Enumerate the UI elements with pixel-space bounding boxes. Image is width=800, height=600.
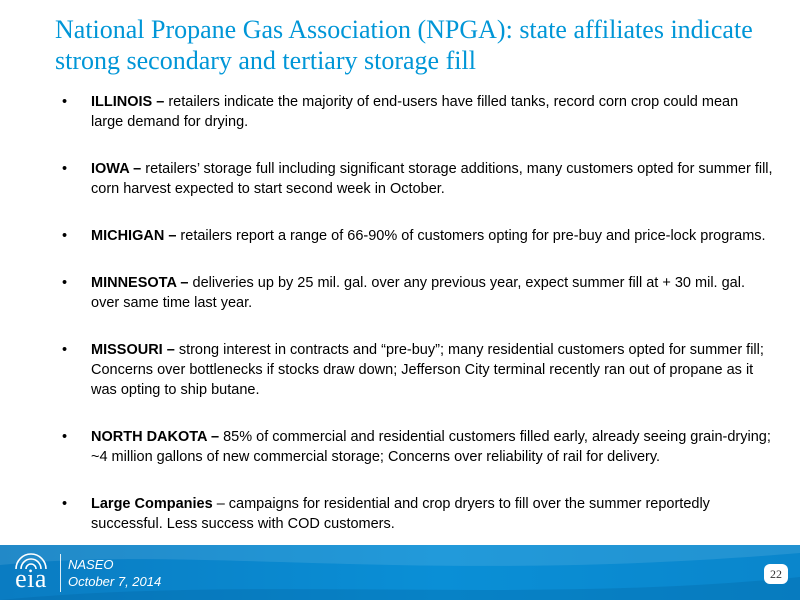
bullet-missouri bbox=[62, 340, 774, 400]
bullet-heading: IOWA – bbox=[91, 161, 142, 177]
bullet-dot: • bbox=[62, 429, 68, 445]
slide-title: National Propane Gas Association (NPGA): state affiliates indicate strong secondary and tertiary storage fill bbox=[55, 15, 753, 75]
bullet-michigan bbox=[62, 226, 774, 246]
bullet-heading: MINNESOTA – bbox=[91, 275, 189, 291]
footer-bar bbox=[0, 545, 800, 600]
footer-event-name: NASEO bbox=[68, 557, 114, 572]
page-number-badge: 22 bbox=[764, 564, 788, 584]
bullet-heading: NORTH DAKOTA – bbox=[91, 429, 220, 445]
bullet-heading: MISSOURI – bbox=[91, 342, 175, 358]
bullet-heading: MICHIGAN – bbox=[91, 228, 177, 244]
footer-wave-decoration bbox=[0, 545, 800, 600]
bullet-dot: • bbox=[62, 342, 68, 358]
bullet-heading: Large Companies bbox=[91, 496, 213, 512]
bullet-minnesota bbox=[62, 273, 774, 313]
eia-logo-text: eia bbox=[15, 564, 47, 593]
bullet-north-dakota bbox=[62, 427, 774, 467]
footer-date: October 7, 2014 bbox=[68, 574, 162, 589]
bullet-dot: • bbox=[62, 161, 68, 177]
bullet-dot: • bbox=[62, 275, 68, 291]
bullet-text: retailers indicate the majority of end-users have filled tanks, record corn crop could mean large demand for drying. bbox=[91, 94, 739, 130]
bullet-text: retailers report a range of 66-90% of customers opting for pre-buy and price-lock programs. bbox=[176, 228, 766, 244]
bullet-iowa bbox=[62, 159, 774, 199]
bullet-dot: • bbox=[62, 94, 68, 110]
bullet-illinois bbox=[62, 92, 774, 132]
bullet-dot: • bbox=[62, 496, 68, 512]
eia-logo bbox=[6, 551, 56, 595]
bullet-text: deliveries up by 25 mil. gal. over any previous year, expect summer fill at + 30 mil. gal. over same time last year. bbox=[91, 275, 745, 311]
bullet-text: 85% of commercial and residential customers filled early, already seeing grain-drying; ~4 million gallons of new commercial storage; Concerns over reliability of rail for delivery. bbox=[91, 429, 771, 465]
bullet-text: strong interest in contracts and “pre-buy”; many residential customers opted for summer fill; Concerns over bottlenecks if stocks draw down; Jefferson City terminal recently ran out of propane as it was opting to ship butane. bbox=[91, 342, 764, 398]
bullet-text: – campaigns for residential and crop dryers to fill over the summer reportedly successful. Less success with COD customers. bbox=[91, 496, 710, 532]
bullet-list bbox=[62, 92, 774, 534]
bullet-large-companies bbox=[62, 494, 774, 534]
bullet-heading: ILLINOIS – bbox=[91, 94, 165, 110]
bullet-dot: • bbox=[62, 228, 68, 244]
footer-divider bbox=[60, 554, 61, 592]
bullet-text: retailers’ storage full including significant storage additions, many customers opted for summer fill, corn harvest expected to start second week in October. bbox=[91, 161, 773, 197]
